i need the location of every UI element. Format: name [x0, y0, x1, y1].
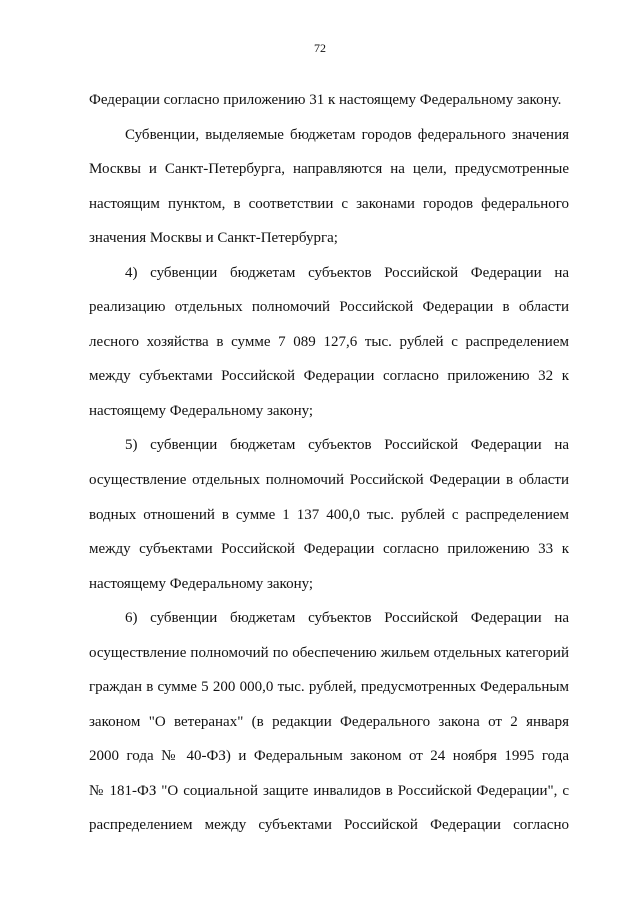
paragraph-line: Москвы и Санкт-Петербурга, направляются на цели, предусмотренные — [89, 161, 569, 178]
paragraph-line: настоящим пунктом, в соответствии с законами городов федерального — [89, 195, 569, 212]
paragraph-line: Федерации согласно приложению 31 к настоящему Федеральному закону. — [89, 92, 562, 108]
paragraph-line: настоящему Федеральному закону; — [89, 575, 314, 592]
paragraph-line: 6) субвенции бюджетам субъектов Российской Федерации на — [125, 610, 569, 627]
paragraph-line: водных отношений в сумме 1 137 400,0 тыс. рублей с распределением — [89, 506, 569, 523]
paragraph-line: законом "О ветеранах" (в редакции Федерального закона от 2 января — [89, 713, 569, 730]
paragraph-line: значения Москвы и Санкт-Петербурга; — [89, 230, 338, 247]
paragraph-line: 2000 года № 40-ФЗ) и Федеральным законом от 24 ноября 1995 года — [89, 748, 569, 765]
paragraph-line: между субъектами Российской Федерации согласно приложению 32 к — [89, 368, 569, 385]
paragraph-line: распределением между субъектами Российской Федерации согласно — [89, 817, 569, 834]
document-body — [89, 83, 569, 843]
paragraph-line: реализацию отдельных полномочий Российской Федерации в области — [89, 299, 569, 316]
page-number: 72 — [314, 41, 326, 55]
paragraph-line: 5) субвенции бюджетам субъектов Российской Федерации на — [125, 437, 569, 454]
paragraph-line: 4) субвенции бюджетам субъектов Российской Федерации на — [125, 264, 569, 281]
paragraph-line: между субъектами Российской Федерации согласно приложению 33 к — [89, 541, 569, 558]
paragraph-line: № 181-ФЗ "О социальной защите инвалидов в Российской Федерации", с — [89, 782, 569, 799]
paragraph-line: Субвенции, выделяемые бюджетам городов федерального значения — [125, 126, 569, 143]
paragraph-line: лесного хозяйства в сумме 7 089 127,6 тыс. рублей с распределением — [89, 333, 569, 350]
paragraph-line: осуществление отдельных полномочий Российской Федерации в области — [89, 472, 569, 489]
paragraph-line: граждан в сумме 5 200 000,0 тыс. рублей, предусмотренных Федеральным — [89, 679, 569, 696]
paragraph-line: настоящему Федеральному закону; — [89, 402, 314, 419]
paragraph-line: осуществление полномочий по обеспечению жильем отдельных категорий — [89, 644, 569, 661]
